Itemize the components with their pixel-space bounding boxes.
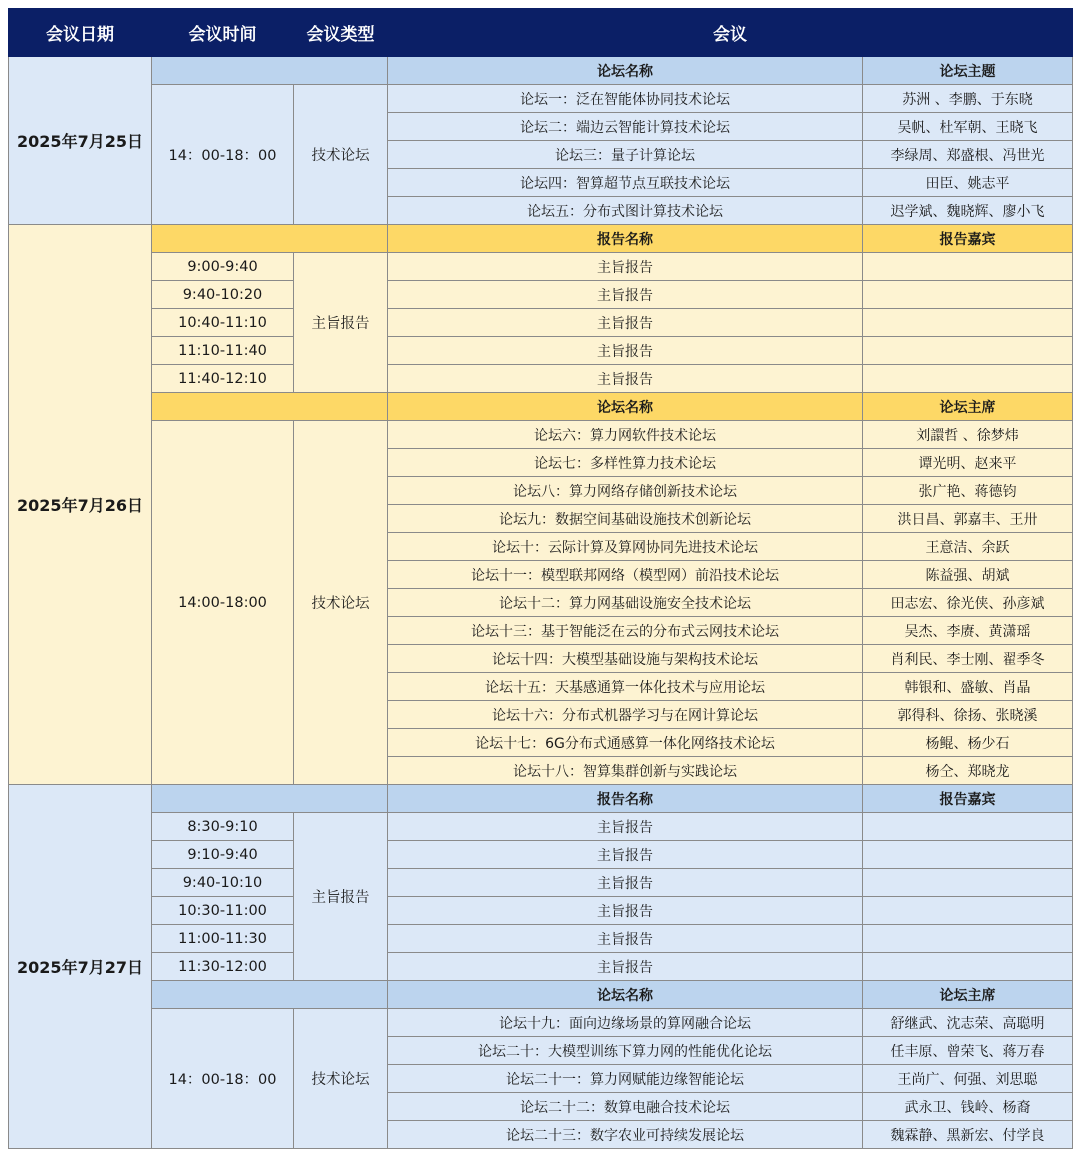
session-name: 主旨报告 — [388, 309, 863, 337]
table-row — [9, 337, 1073, 365]
subhead-name: 报告名称 — [388, 225, 863, 253]
subhead-spacer — [152, 225, 388, 253]
header-time: 会议时间 — [152, 9, 294, 57]
session-type: 主旨报告 — [294, 813, 388, 981]
session-people: 吴帆、杜军朝、王晓飞 — [863, 113, 1073, 141]
table-row — [9, 365, 1073, 393]
session-name: 论坛二：端边云智能计算技术论坛 — [388, 113, 863, 141]
session-name: 主旨报告 — [388, 925, 863, 953]
session-people: 舒继武、沈志荣、高聪明 — [863, 1009, 1073, 1037]
session-name: 论坛十一：模型联邦网络（模型网）前沿技术论坛 — [388, 561, 863, 589]
session-time: 14:00-18:00 — [152, 421, 294, 785]
session-name: 主旨报告 — [388, 281, 863, 309]
session-people — [863, 365, 1073, 393]
session-people: 王尚广、何强、刘思聪 — [863, 1065, 1073, 1093]
session-name: 论坛二十一：算力网赋能边缘智能论坛 — [388, 1065, 863, 1093]
meeting-date: 2025年7月27日 — [9, 785, 152, 1149]
session-people: 吴杰、李赓、黄潇瑶 — [863, 617, 1073, 645]
session-people — [863, 337, 1073, 365]
session-name: 主旨报告 — [388, 253, 863, 281]
session-time: 11:40-12:10 — [152, 365, 294, 393]
session-people: 肖利民、李士刚、翟季冬 — [863, 645, 1073, 673]
session-people — [863, 925, 1073, 953]
session-name: 论坛十六：分布式机器学习与在网计算论坛 — [388, 701, 863, 729]
subhead-people: 报告嘉宾 — [863, 785, 1073, 813]
session-type: 技术论坛 — [294, 85, 388, 225]
subhead-name: 报告名称 — [388, 785, 863, 813]
session-name: 论坛二十：大模型训练下算力网的性能优化论坛 — [388, 1037, 863, 1065]
table-row — [9, 85, 1073, 113]
table-row — [9, 897, 1073, 925]
session-people: 刘譞哲 、徐梦炜 — [863, 421, 1073, 449]
session-time: 11:00-11:30 — [152, 925, 294, 953]
session-people — [863, 841, 1073, 869]
section-subhead-row — [9, 57, 1073, 85]
session-name: 论坛九：数据空间基础设施技术创新论坛 — [388, 505, 863, 533]
subhead-spacer — [152, 981, 388, 1009]
session-people: 迟学斌、魏晓辉、廖小飞 — [863, 197, 1073, 225]
session-time: 8:30-9:10 — [152, 813, 294, 841]
subhead-people: 报告嘉宾 — [863, 225, 1073, 253]
session-name: 主旨报告 — [388, 897, 863, 925]
session-name: 主旨报告 — [388, 337, 863, 365]
session-people — [863, 309, 1073, 337]
session-time: 10:40-11:10 — [152, 309, 294, 337]
subhead-people: 论坛主席 — [863, 393, 1073, 421]
session-people: 武永卫、钱岭、杨裔 — [863, 1093, 1073, 1121]
session-people: 张广艳、蒋德钧 — [863, 477, 1073, 505]
header-date: 会议日期 — [9, 9, 152, 57]
session-time: 11:10-11:40 — [152, 337, 294, 365]
session-name: 论坛十三：基于智能泛在云的分布式云网技术论坛 — [388, 617, 863, 645]
session-type: 主旨报告 — [294, 253, 388, 393]
table-row — [9, 281, 1073, 309]
subhead-spacer — [152, 785, 388, 813]
section-subhead-row — [9, 981, 1073, 1009]
section-subhead-row — [9, 785, 1073, 813]
session-name: 论坛五：分布式图计算技术论坛 — [388, 197, 863, 225]
session-people: 郭得科、徐扬、张晓溪 — [863, 701, 1073, 729]
session-people — [863, 869, 1073, 897]
session-name: 主旨报告 — [388, 365, 863, 393]
session-name: 主旨报告 — [388, 953, 863, 981]
session-time: 14：00-18：00 — [152, 1009, 294, 1149]
session-name: 论坛八：算力网络存储创新技术论坛 — [388, 477, 863, 505]
session-people — [863, 253, 1073, 281]
session-people: 任丰原、曾荣飞、蒋万春 — [863, 1037, 1073, 1065]
table-row — [9, 1009, 1073, 1037]
session-name: 主旨报告 — [388, 813, 863, 841]
session-people: 李绿周、郑盛根、冯世光 — [863, 141, 1073, 169]
subhead-spacer — [152, 57, 388, 85]
schedule-body — [9, 57, 1073, 1149]
session-time: 9:40-10:10 — [152, 869, 294, 897]
session-people — [863, 897, 1073, 925]
session-time: 9:40-10:20 — [152, 281, 294, 309]
session-name: 主旨报告 — [388, 869, 863, 897]
session-people — [863, 813, 1073, 841]
table-header-row — [9, 9, 1073, 57]
session-people: 谭光明、赵来平 — [863, 449, 1073, 477]
session-name: 论坛十五：天基感通算一体化技术与应用论坛 — [388, 673, 863, 701]
session-people: 韩银和、盛敏、肖晶 — [863, 673, 1073, 701]
session-name: 论坛十：云际计算及算网协同先进技术论坛 — [388, 533, 863, 561]
session-time: 9:10-9:40 — [152, 841, 294, 869]
session-name: 论坛十二：算力网基础设施安全技术论坛 — [388, 589, 863, 617]
session-name: 论坛十九：面向边缘场景的算网融合论坛 — [388, 1009, 863, 1037]
meeting-date: 2025年7月26日 — [9, 225, 152, 785]
table-row — [9, 309, 1073, 337]
session-type: 技术论坛 — [294, 1009, 388, 1149]
session-people — [863, 953, 1073, 981]
subhead-people: 论坛主题 — [863, 57, 1073, 85]
session-people — [863, 281, 1073, 309]
table-row — [9, 813, 1073, 841]
session-name: 论坛十七：6G分布式通感算一体化网络技术论坛 — [388, 729, 863, 757]
session-people: 苏洲 、李鹏、于东晓 — [863, 85, 1073, 113]
subhead-people: 论坛主席 — [863, 981, 1073, 1009]
session-time: 14：00-18：00 — [152, 85, 294, 225]
session-people: 洪日昌、郭嘉丰、王卅 — [863, 505, 1073, 533]
subhead-name: 论坛名称 — [388, 981, 863, 1009]
session-name: 论坛四：智算超节点互联技术论坛 — [388, 169, 863, 197]
session-time: 10:30-11:00 — [152, 897, 294, 925]
session-name: 论坛三：量子计算论坛 — [388, 141, 863, 169]
table-row — [9, 421, 1073, 449]
section-subhead-row — [9, 225, 1073, 253]
header-meeting: 会议 — [388, 9, 1073, 57]
meeting-date: 2025年7月25日 — [9, 57, 152, 225]
session-name: 论坛六：算力网软件技术论坛 — [388, 421, 863, 449]
session-people: 田臣、姚志平 — [863, 169, 1073, 197]
session-type: 技术论坛 — [294, 421, 388, 785]
session-people: 杨仝、郑晓龙 — [863, 757, 1073, 785]
session-name: 主旨报告 — [388, 841, 863, 869]
table-row — [9, 925, 1073, 953]
subhead-name: 论坛名称 — [388, 57, 863, 85]
session-people: 杨鲲、杨少石 — [863, 729, 1073, 757]
session-name: 论坛二十三：数字农业可持续发展论坛 — [388, 1121, 863, 1149]
session-name: 论坛十四：大模型基础设施与架构技术论坛 — [388, 645, 863, 673]
table-row — [9, 869, 1073, 897]
session-people: 魏霖静、黑新宏、付学良 — [863, 1121, 1073, 1149]
table-row — [9, 953, 1073, 981]
session-people: 陈益强、胡斌 — [863, 561, 1073, 589]
section-subhead-row — [9, 393, 1073, 421]
session-time: 9:00-9:40 — [152, 253, 294, 281]
session-name: 论坛十八：智算集群创新与实践论坛 — [388, 757, 863, 785]
session-name: 论坛一：泛在智能体协同技术论坛 — [388, 85, 863, 113]
table-row — [9, 841, 1073, 869]
session-time: 11:30-12:00 — [152, 953, 294, 981]
subhead-spacer — [152, 393, 388, 421]
session-name: 论坛二十二：数算电融合技术论坛 — [388, 1093, 863, 1121]
conference-schedule-table — [8, 8, 1073, 1149]
header-type: 会议类型 — [294, 9, 388, 57]
session-people: 田志宏、徐光侠、孙彦斌 — [863, 589, 1073, 617]
session-people: 王意洁、余跃 — [863, 533, 1073, 561]
table-row — [9, 253, 1073, 281]
subhead-name: 论坛名称 — [388, 393, 863, 421]
session-name: 论坛七：多样性算力技术论坛 — [388, 449, 863, 477]
